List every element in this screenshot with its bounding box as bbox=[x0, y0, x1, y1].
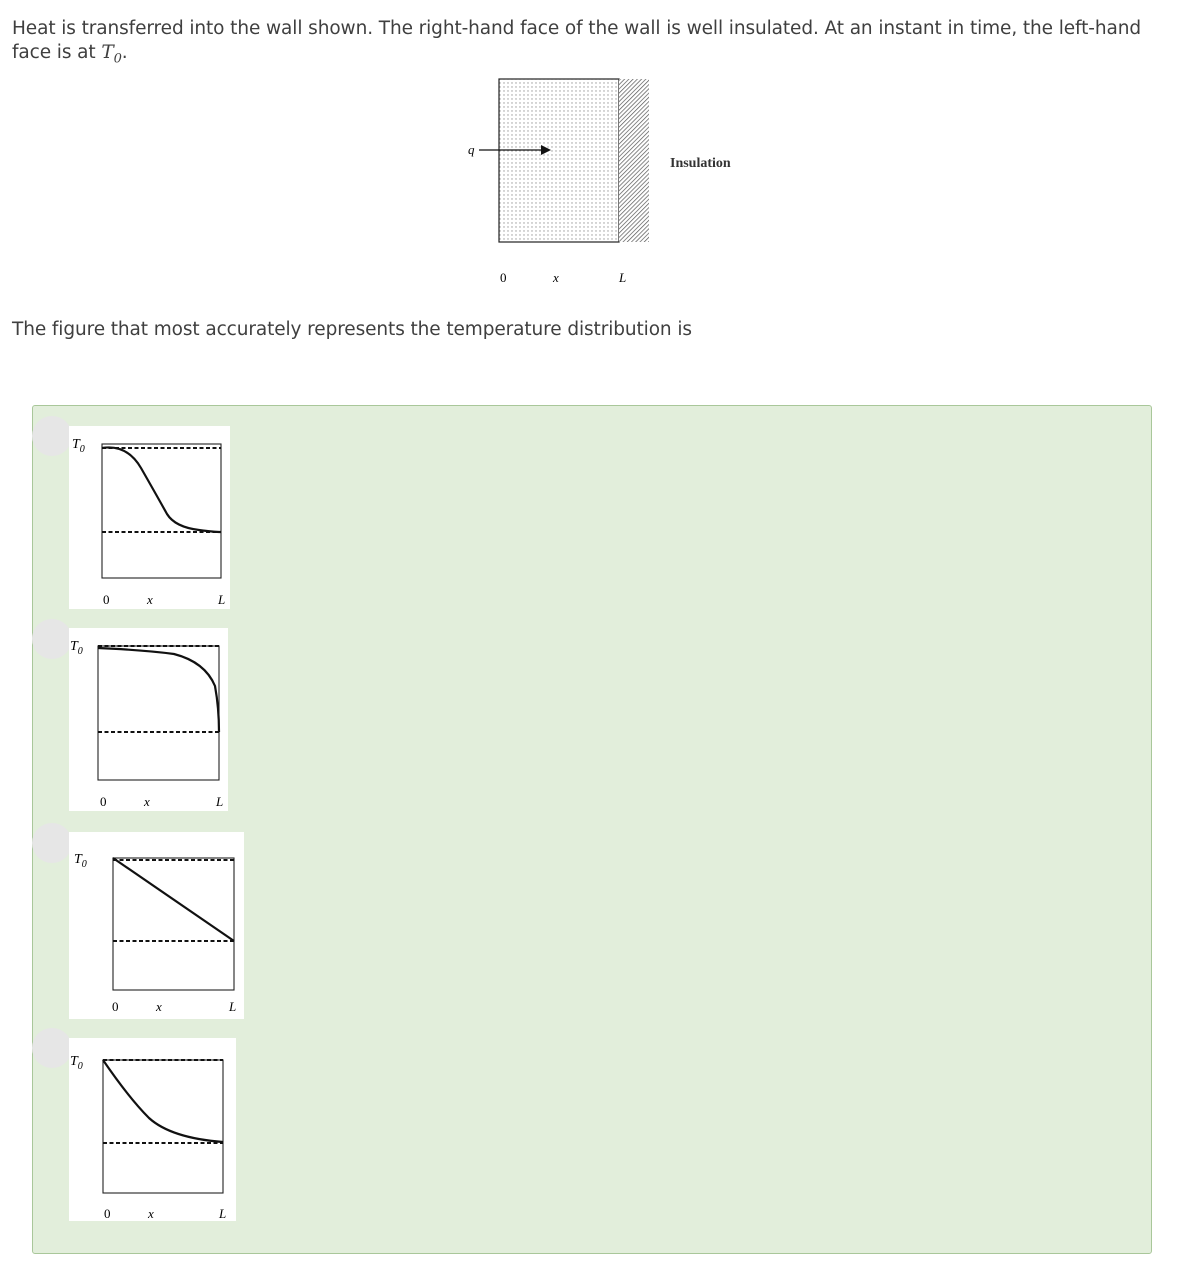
option-1-L-label: L bbox=[218, 592, 226, 607]
option-2-t0-label: $T_0$ bbox=[70, 639, 83, 657]
wall-body bbox=[499, 79, 619, 242]
option-3-L-label: L bbox=[229, 999, 237, 1014]
option-2-temperature-curve bbox=[98, 648, 219, 732]
option-4-t0-label: $T_0$ bbox=[70, 1054, 83, 1072]
option-2-x0-label: 0 bbox=[100, 794, 107, 809]
option-3-temperature-curve bbox=[113, 858, 234, 941]
q-label: q bbox=[468, 142, 475, 157]
option-4-plot[interactable] bbox=[69, 1038, 236, 1221]
radio-button-option-1[interactable] bbox=[32, 416, 72, 456]
question-intro-text: Heat is transferred into the wall shown. The right-hand face of the wall is well insulated. At an instant in time, the left-hand face is at bbox=[12, 18, 1142, 63]
radio-button-option-4[interactable] bbox=[32, 1028, 72, 1068]
option-1-t0-label: $T_0$ bbox=[72, 437, 85, 455]
option-2-x-label: x bbox=[144, 794, 150, 809]
radio-button-option-2[interactable] bbox=[32, 619, 72, 659]
wall-L-label: L bbox=[619, 270, 627, 285]
option-4-x0-label: 0 bbox=[104, 1206, 111, 1221]
insulation-label: Insulation bbox=[670, 156, 731, 171]
option-1-x-label: x bbox=[147, 592, 153, 607]
wall-x0-label: 0 bbox=[500, 270, 507, 285]
option-4-L-label: L bbox=[219, 1206, 227, 1221]
option-2-L-label: L bbox=[216, 794, 224, 809]
option-3-t0-label: $T_0$ bbox=[74, 852, 87, 870]
option-1-frame bbox=[102, 444, 221, 578]
option-2-plot[interactable] bbox=[69, 628, 228, 811]
t0-symbol: $T_0$ bbox=[101, 42, 122, 67]
option-4-temperature-curve bbox=[103, 1060, 223, 1142]
option-4-x-label: x bbox=[148, 1206, 154, 1221]
wall-x-label: x bbox=[553, 270, 559, 285]
option-3-x-label: x bbox=[156, 999, 162, 1014]
option-3-x0-label: 0 bbox=[112, 999, 119, 1014]
question-intro bbox=[12, 17, 1162, 72]
option-3-frame bbox=[113, 858, 234, 990]
option-1-plot[interactable] bbox=[69, 426, 230, 609]
question-prompt: The figure that most accurately represents the temperature distribution is bbox=[12, 319, 692, 340]
option-1-x0-label: 0 bbox=[103, 592, 110, 607]
period: . bbox=[121, 42, 128, 63]
option-3-plot[interactable] bbox=[69, 832, 244, 1019]
radio-button-option-3[interactable] bbox=[32, 823, 72, 863]
insulation-hatch bbox=[619, 79, 649, 242]
option-1-temperature-curve bbox=[102, 447, 221, 532]
wall-figure bbox=[455, 70, 755, 300]
